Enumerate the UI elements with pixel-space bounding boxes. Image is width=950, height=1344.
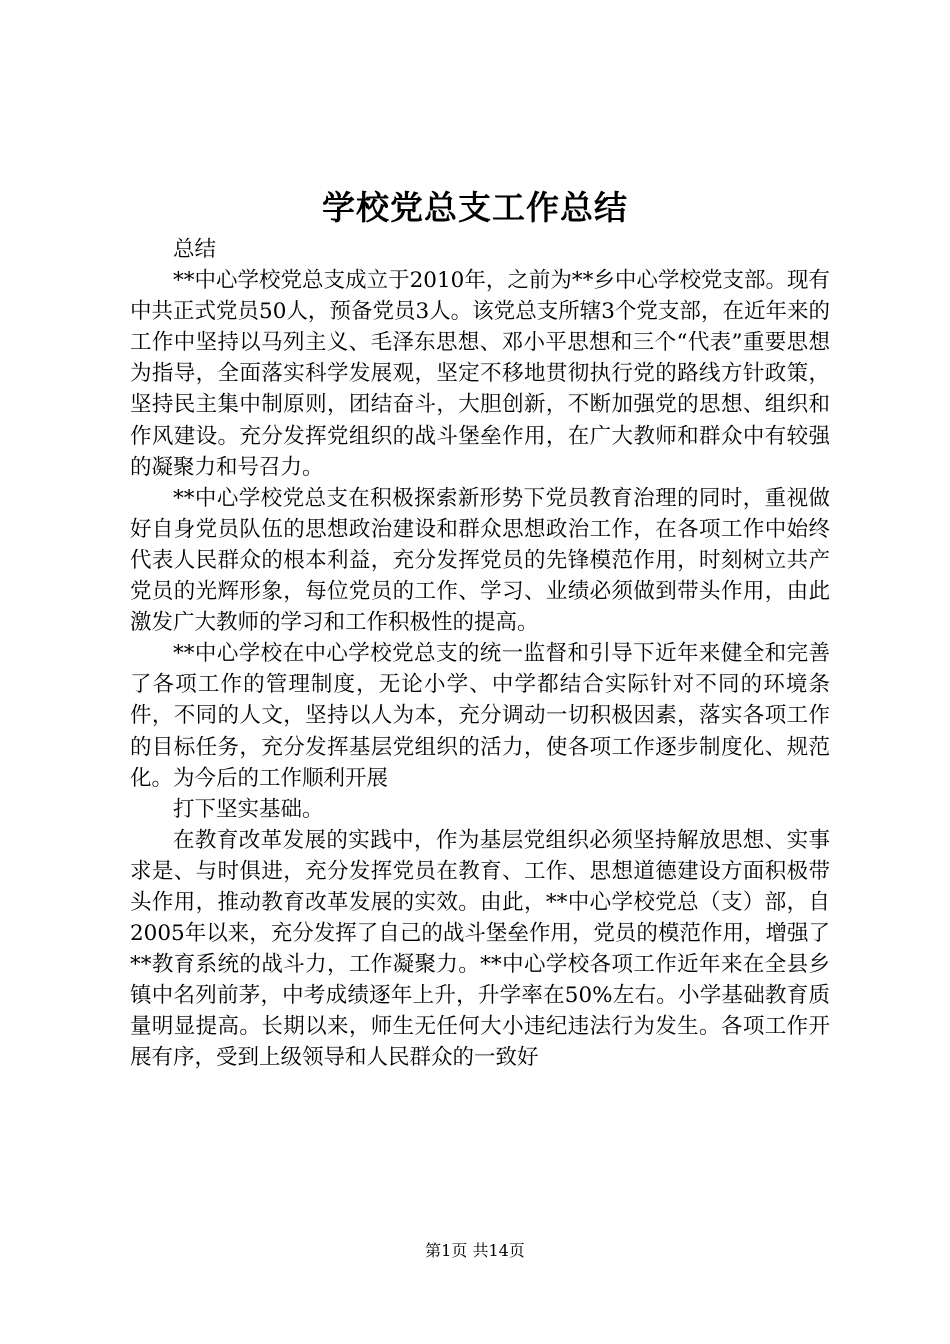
- paragraph: **中心学校党总支在积极探索新形势下党员教育治理的同时，重视做好自身党员队伍的思想政治建设和群众思想政治工作，在各项工作中始终代表人民群众的根本利益，充分发挥党员的先锋模范作用，时刻树立共产党员的光辉形象，每位党员的工作、学习、业绩必须做到带头作用，由此激发广大教师的学习和工作积极性的提高。: [130, 485, 830, 636]
- paragraph: **中心学校在中心学校党总支的统一监督和引导下近年来健全和完善了各项工作的管理制度，无论小学、中学都结合实际针对不同的环境条件，不同的人文，坚持以人为本，充分调动一切积极因素，落实各项工作的目标任务，充分发挥基层党组织的活力，使各项工作逐步制度化、规范化。为今后的工作顺利开展: [130, 641, 830, 791]
- document-body: [130, 234, 830, 1074]
- page-number-footer: 第1页 共14页: [425, 1241, 525, 1260]
- paragraph-heading: 总结: [173, 237, 217, 262]
- document-title: 学校党总支工作总结: [322, 188, 628, 227]
- paragraph: 在教育改革发展的实践中，作为基层党组织必须坚持解放思想、实事求是、与时俱进，充分发挥党员在教育、工作、思想道德建设方面积极带头作用，推动教育改革发展的实效。由此，**中心学校党总（支）部，自2005年以来，充分发挥了自己的战斗堡垒作用，党员的模范作用，增强了**教育系统的战斗力，工作凝聚力。**中心学校各项工作近年来在全县乡镇中名列前茅，中考成绩逐年上升，升学率在50%左右。小学基础教育质量明显提高。长期以来，师生无任何大小违纪违法行为发生。各项工作开展有序，受到上级领导和人民群众的一致好: [130, 827, 830, 1071]
- paragraph: **中心学校党总支成立于2010年，之前为**乡中心学校党支部。现有中共正式党员50人，预备党员3人。该党总支所辖3个党支部，在近年来的工作中坚持以马列主义、毛泽东思想、邓小平思想和三个“代表”重要思想为指导，全面落实科学发展观，坚定不移地贯彻执行党的路线方针政策，坚持民主集中制原则，团结奋斗，大胆创新，不断加强党的思想、组织和作风建设。充分发挥党组织的战斗堡垒作用，在广大教师和群众中有较强的凝聚力和号召力。: [130, 268, 830, 480]
- paragraph: 打下坚实基础。: [173, 796, 324, 822]
